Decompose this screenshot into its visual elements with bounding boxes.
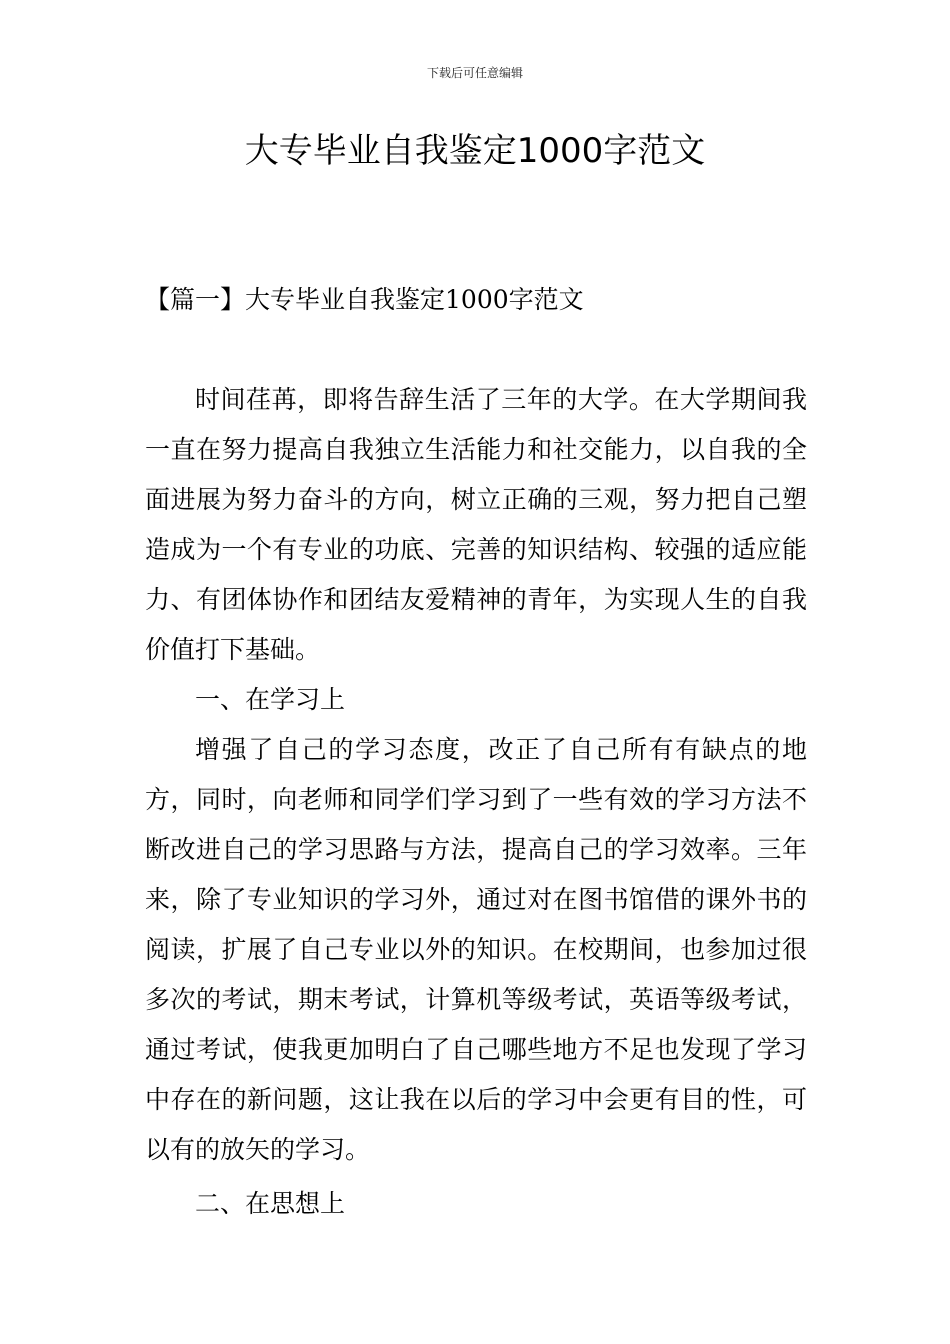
paragraph-study: 增强了自己的学习态度，改正了自己所有有缺点的地方，同时，向老师和同学们学习到了一些有效的学习方法不断改进自己的学习思路与方法，提高自己的学习效率。三年来，除了专业知识的学习外，通过对在图书馆借的课外书的阅读，扩展了自己专业以外的知识。在校期间，也参加过很多次的考试，期末考试，计算机等级考试，英语等级考试，通过考试，使我更加明白了自己哪些地方不足也发现了学习中存在的新问题，这让我在以后的学习中会更有目的性，可以有的放矢的学习。 [145,735,807,1164]
paragraph-intro: 时间荏苒，即将告辞生活了三年的大学。在大学期间我一直在努力提高自我独立生活能力和社交能力，以自我的全面进展为努力奋斗的方向，树立正确的三观，努力把自己塑造成为一个有专业的功底、完善的知识结构、较强的适应能力、有团体协作和团结友爱精神的青年，为实现人生的自我价值打下基础。 [145,385,807,664]
section-heading: 【篇一】大专毕业自我鉴定1000字范文 [145,285,584,314]
subheading-study: 一、在学习上 [195,685,346,714]
document-title: 大专毕业自我鉴定1000字范文 [244,131,706,171]
document-body [145,375,807,1229]
header-note: 下载后可任意编辑 [426,66,523,80]
subheading-thought: 二、在思想上 [195,1189,346,1218]
